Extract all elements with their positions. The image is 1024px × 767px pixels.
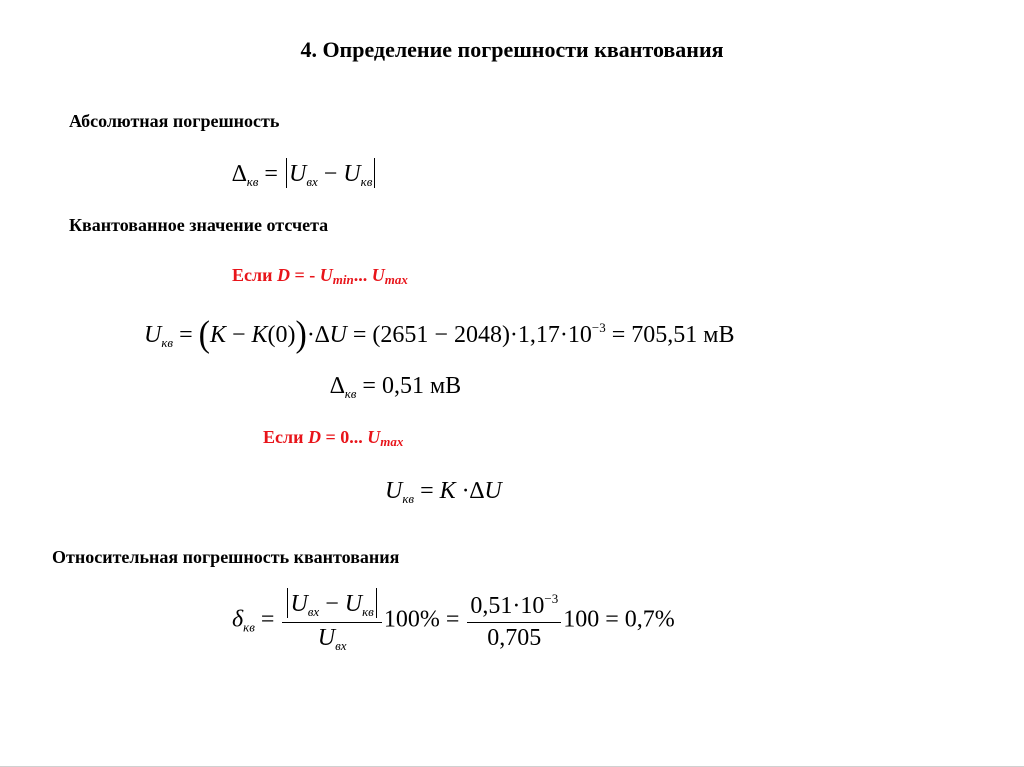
dot-delta: ·∆ (455, 478, 485, 504)
cond-prefix: Если (232, 265, 277, 285)
cond-dots: ... (353, 265, 372, 285)
equals: = (414, 478, 440, 504)
percent-part: 100% = (383, 606, 466, 633)
quantized-value-formula-unipolar (385, 478, 502, 507)
abs-error-value (330, 373, 461, 402)
fraction-denominator (282, 622, 381, 654)
quantized-value-heading: Квантованное значение отсчета (69, 215, 329, 235)
delta-symbol: ∆ (232, 161, 247, 187)
cond-var: D (307, 427, 321, 447)
var-k: K (251, 322, 268, 348)
dot-delta: ·∆ (306, 322, 330, 348)
quantized-value-formula-bipolar (144, 316, 735, 354)
equals: = (258, 161, 284, 187)
abs-bar-left (287, 588, 288, 618)
minus: − (319, 591, 345, 617)
fraction-1 (282, 588, 381, 654)
relative-error-heading: Относительная погрешность квантования (52, 547, 400, 567)
subscript: кв (246, 174, 259, 189)
var-u: U (317, 625, 336, 651)
relative-error-formula (232, 588, 675, 654)
subscript: кв (344, 386, 357, 401)
abs-bar-right (374, 158, 375, 188)
cond-sub: max (380, 434, 404, 449)
subscript: кв (362, 604, 374, 619)
paren-right: ) (295, 314, 307, 355)
exponent: −3 (591, 320, 606, 335)
var-k: K (439, 478, 456, 504)
var-u: U (288, 161, 307, 187)
var-u: U (484, 478, 502, 504)
var-u: U (344, 591, 363, 617)
subscript: кв (161, 335, 174, 350)
cond-var: D (276, 265, 290, 285)
var-u: U (343, 161, 361, 187)
fraction-denominator: 0,705 (467, 622, 561, 652)
delta-symbol: ∆ (330, 373, 345, 399)
fraction-numerator (282, 588, 381, 622)
tail: 100 = 0,7% (563, 606, 675, 633)
equals: = (254, 606, 281, 633)
arg: (0) (267, 322, 296, 348)
var-u: U (144, 322, 162, 348)
var-u: U (290, 591, 308, 617)
delta-lower-symbol: δ (232, 606, 244, 633)
condition-unipolar (263, 427, 403, 450)
cond-sub: max (384, 272, 408, 287)
paren-left: ( (198, 314, 210, 355)
fraction-2 (467, 591, 561, 652)
abs-bar-right (376, 588, 377, 618)
subscript: вх (335, 638, 347, 653)
cond-u: U (367, 427, 381, 447)
cond-sub: min (332, 272, 354, 287)
var-u: U (385, 478, 403, 504)
numerator-value: 0,51·10 (470, 592, 545, 619)
abs-bar-left (286, 158, 287, 188)
subscript: кв (243, 619, 255, 635)
cond-u: U (371, 265, 385, 285)
minus: − (225, 322, 252, 348)
subscript: вх (306, 174, 318, 189)
cond-prefix: Если (263, 427, 308, 447)
var-u: U (329, 322, 347, 348)
result: = 705,51 мВ (605, 322, 735, 348)
subscript: кв (360, 174, 373, 189)
cond-u: U (319, 265, 333, 285)
abs-error-formula (232, 158, 377, 190)
cond-eq: = - (289, 265, 320, 285)
minus: − (317, 161, 344, 187)
subscript: вх (307, 604, 320, 619)
rhs: = 0,51 мВ (356, 373, 462, 399)
condition-bipolar (232, 265, 408, 288)
subscript: кв (402, 491, 415, 506)
exponent: −3 (544, 590, 559, 606)
equals: = (173, 322, 199, 348)
var-k: K (209, 322, 226, 348)
rhs: = (2651 − 2048)·1,17·10 (346, 322, 592, 348)
fraction-numerator (467, 591, 561, 622)
cond-eq: = 0... (320, 427, 368, 447)
abs-error-heading: Абсолютная погрешность (69, 111, 280, 131)
slide-title: 4. Определение погрешности квантования (300, 37, 724, 62)
